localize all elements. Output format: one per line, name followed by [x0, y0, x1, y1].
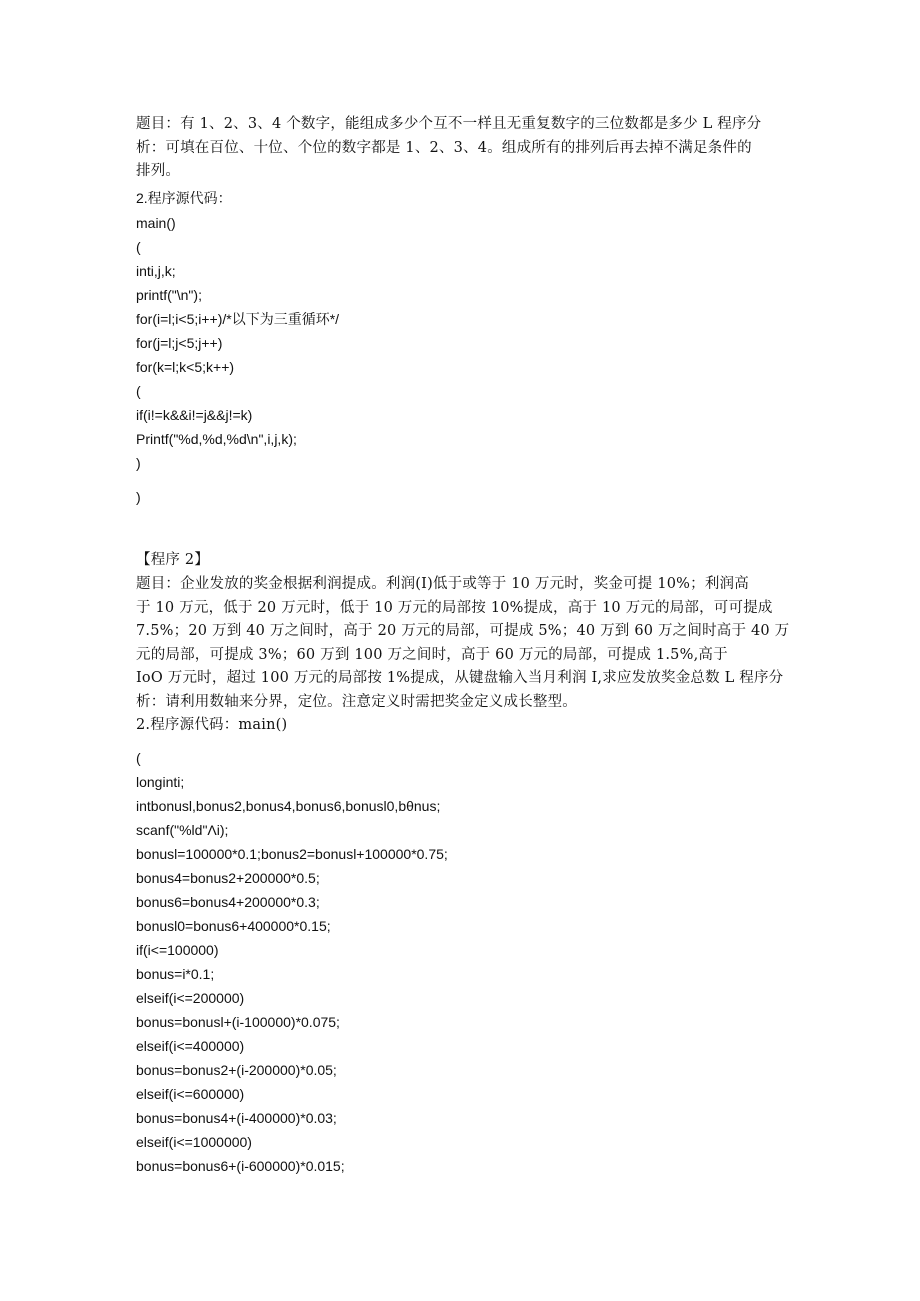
code-line: Printf("%d,%d,%d\n",i,j,k); [136, 431, 297, 447]
program2-problem-line: 题目：企业发放的奖金根据利润提成。利润(I)低于或等于 10 万元时，奖金可提 10%；利润高 [136, 576, 749, 592]
code-line: elseif(i<=200000) [136, 990, 245, 1006]
code-line: bonus4=bonus2+200000*0.5; [136, 870, 320, 886]
program1-problem-line: 析：可填在百位、十位、个位的数字都是 1、2、3、4。组成所有的排列后再去掉不满足条件的 [136, 139, 752, 156]
program2-problem [136, 573, 788, 738]
code-line: elseif(i<=600000) [136, 1086, 245, 1102]
program1-code [136, 211, 788, 509]
code-line: for(i=l;i<5;i++)/*以下为三重循环*/ [136, 311, 340, 327]
program1-source-heading [136, 186, 788, 210]
code-line: ( [136, 383, 141, 399]
code-line: bonus=bonus4+(i-400000)*0.03; [136, 1110, 337, 1126]
code-line: longinti; [136, 774, 185, 790]
program2-heading-text: 【程序 2】 [136, 552, 210, 568]
program2-problem-line: 析：请利用数轴来分界，定位。注意定义时需把奖金定义成长整型。 [136, 693, 577, 710]
program2-problem-line: 元的局部，可提成 3%；60 万到 100 万之间时，高于 60 万元的局部，可提成 1.5%,高于 [136, 646, 728, 663]
program2-problem-line: 2.程序源代码：main() [136, 717, 288, 733]
code-line: elseif(i<=1000000) [136, 1134, 252, 1150]
program1-problem-line: 题目：有 1、2、3、4 个数字，能组成多少个互不一样且无重复数字的三位数都是多少 L 程序分 [136, 116, 762, 132]
code-line: for(k=l;k<5;k++) [136, 359, 235, 375]
code-line: elseif(i<=400000) [136, 1038, 245, 1054]
code-line: bonus=i*0.1; [136, 966, 215, 982]
code-line: intbonusl,bonus2,bonus4,bonus6,bonusl0,bθnus; [136, 798, 441, 814]
code-line: scanf("%ld"Λi); [136, 822, 229, 838]
code-line: if(i<=100000) [136, 942, 219, 958]
code-line: ( [136, 239, 141, 255]
code-line: printf("\n"); [136, 287, 202, 303]
code-line: bonusl0=bonus6+400000*0.15; [136, 918, 331, 934]
code-line: bonusl=100000*0.1;bonus2=bonusl+100000*0.75; [136, 846, 448, 862]
source-heading-text: 2.程序源代码： [136, 190, 232, 206]
program2-heading [136, 549, 788, 573]
program2-problem-line: 于 10 万元，低于 20 万元时，低于 10 万元的局部按 10%提成，高于 10 万元的局部，可可提成 [136, 599, 773, 616]
program2-code [136, 746, 788, 1178]
code-line: for(j=l;j<5;j++) [136, 335, 223, 351]
code-line: ) [136, 455, 141, 471]
code-line: ( [136, 750, 141, 766]
code-line: bonus=bonus6+(i-600000)*0.015; [136, 1158, 345, 1174]
program1-problem [136, 113, 788, 184]
program1-problem-line: 排列。 [136, 163, 181, 179]
code-line: bonus=bonusl+(i-100000)*0.075; [136, 1014, 340, 1030]
program2-problem-line: 7.5%；20 万到 40 万之间时，高于 20 万元的局部，可提成 5%；40 万到 60 万之间时高于 40 万 [136, 623, 790, 639]
code-line: if(i!=k&&i!=j&&j!=k) [136, 407, 253, 423]
code-line: bonus6=bonus4+200000*0.3; [136, 894, 320, 910]
code-line: main() [136, 215, 176, 231]
code-line: ) [136, 489, 141, 505]
program2-problem-line: IoO 万元时，超过 100 万元的局部按 1%提成，从键盘输入当月利润 I,求应发放奖金总数 L 程序分 [136, 670, 784, 686]
code-line: bonus=bonus2+(i-200000)*0.05; [136, 1062, 337, 1078]
code-line: inti,j,k; [136, 263, 176, 279]
